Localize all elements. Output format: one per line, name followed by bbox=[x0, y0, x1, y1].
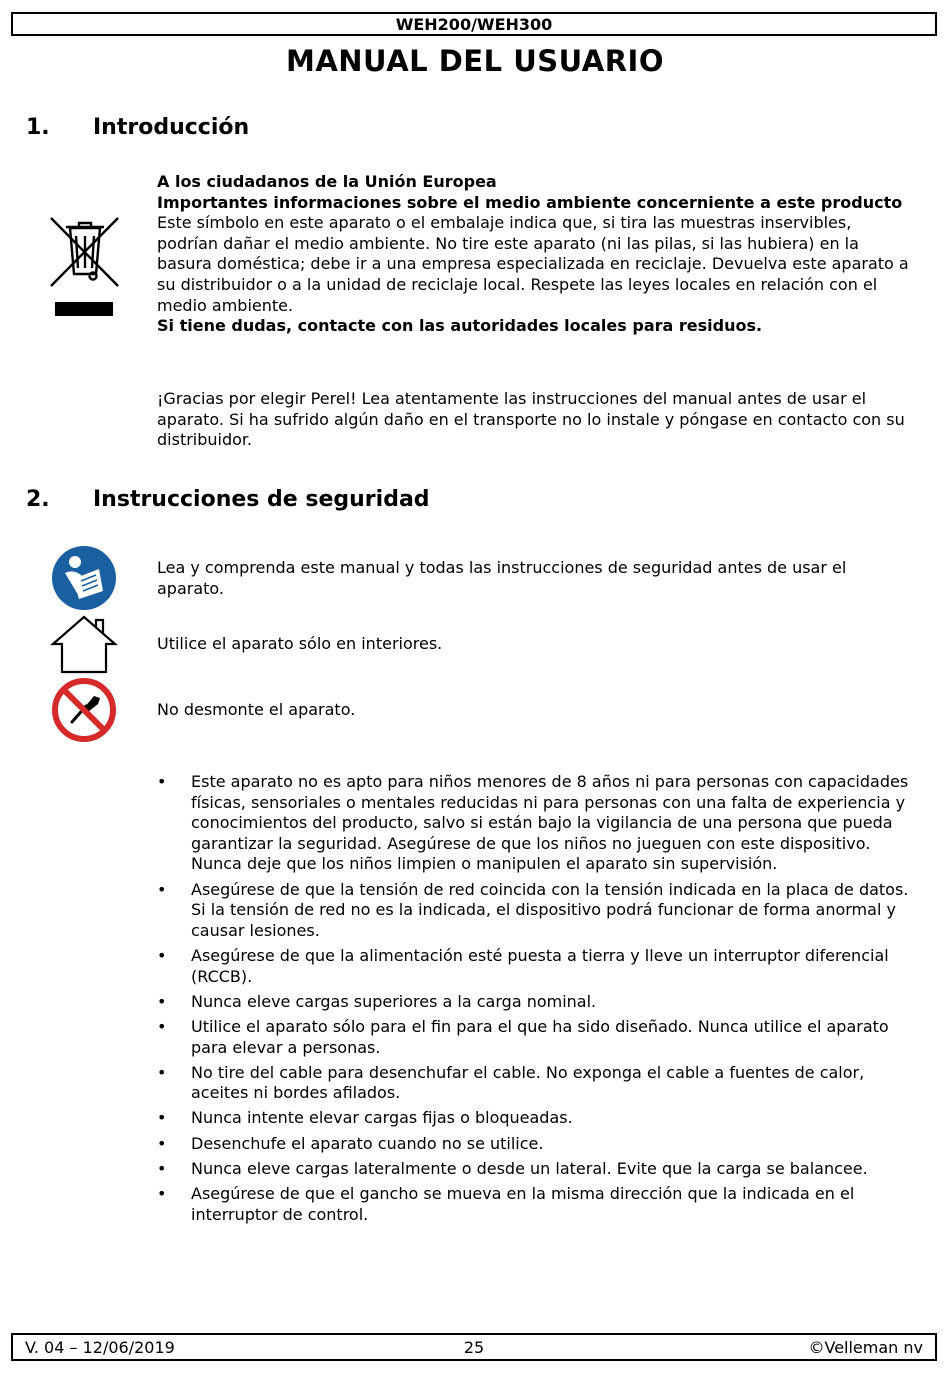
eu-contact: Si tiene dudas, contacte con las autoridades locales para residuos. bbox=[157, 316, 763, 336]
list-item: • Este aparato no es apto para niños menores de 8 años ni para personas con capacidades físicas, sensoriales o mentales reducidas ni para personas con una falta de experiencia y conocimientos del producto, salvo si están bajo la vigilancia de una persona que pueda garantizar la seguridad. Asegúrese de que los niños no jueguen con este dispositivo. Nunca deje que los niños limpien o manipulen el aparato sin supervisión. bbox=[157, 772, 909, 874]
list-item: • Asegúrese de que la alimentación esté puesta a tierra y lleve un interruptor diferencial (RCCB). bbox=[157, 945, 889, 986]
list-item: • Nunca intente elevar cargas fijas o bloqueadas. bbox=[157, 1108, 573, 1128]
weee-crossed-bin-icon bbox=[48, 214, 122, 318]
copyright-label: ©Velleman nv bbox=[808, 1338, 923, 1357]
version-label: V. 04 – 12/06/2019 bbox=[25, 1338, 175, 1357]
section-2-title: Instrucciones de seguridad bbox=[93, 487, 430, 512]
symbol-text-read-manual: Lea y comprenda este manual y todas las instrucciones de seguridad antes de usar el aparato. bbox=[157, 558, 847, 598]
no-disassembly-icon bbox=[50, 676, 118, 744]
page-header bbox=[11, 12, 937, 36]
section-2-number: 2. bbox=[26, 487, 50, 512]
list-item: • Nunca eleve cargas superiores a la carga nominal. bbox=[157, 991, 597, 1011]
section-1-title: Introducción bbox=[93, 115, 250, 140]
safety-bullet-list bbox=[157, 772, 917, 1230]
list-item: • Asegúrese de que el gancho se mueva en la misma dirección que la indicada en el interruptor de control. bbox=[157, 1184, 855, 1224]
list-item: • Asegúrese de que la tensión de red coincida con la tensión indicada en la placa de datos. Si la tensión de red no es la indicada, el dispositivo podrá funcionar de forma anormal y causar lesiones. bbox=[157, 879, 909, 940]
list-item: • Nunca eleve cargas lateralmente o desde un lateral. Evite que la carga se balancee. bbox=[157, 1158, 868, 1178]
symbol-text-no-disassembly: No desmonte el aparato. bbox=[157, 700, 356, 719]
eu-title: A los ciudadanos de la Unión Europea bbox=[157, 172, 497, 191]
thanks-paragraph: ¡Gracias por elegir Perel! Lea atentamente las instrucciones del manual antes de usar el aparato. Si ha sufrido algún daño en el transporte no lo instale y póngase en contacto con su distribuidor. bbox=[157, 389, 905, 450]
list-item: • Utilice el aparato sólo para el fin para el que ha sido diseñado. Nunca utilice el aparato para elevar a personas. bbox=[157, 1016, 889, 1057]
eu-subtitle: Importantes informaciones sobre el medio ambiente concerniente a este producto bbox=[157, 192, 903, 212]
read-manual-icon bbox=[51, 545, 117, 611]
eu-body: Este símbolo en este aparato o el embalaje indica que, si tira las muestras inservibles, podrían dañar el medio ambiente. No tire este aparato (ni las pilas, si las hubiera) en la basura doméstica; debe ir a una empresa especializada en reciclaje. Devuelva este aparato a su distribuidor o a la unidad de reciclaje local. Respete las leyes locales en relación con el medio ambiente. bbox=[157, 213, 909, 315]
symbol-text-indoor: Utilice el aparato sólo en interiores. bbox=[157, 634, 443, 653]
list-item: • No tire del cable para desenchufar el cable. No exponga el cable a fuentes de calor, aceites ni bordes afilados. bbox=[157, 1062, 865, 1103]
page-number: 25 bbox=[463, 1338, 485, 1357]
model-label: WEH200/WEH300 bbox=[395, 15, 553, 34]
section-1-heading bbox=[26, 115, 249, 140]
page-footer bbox=[11, 1333, 937, 1361]
section-2-heading bbox=[26, 487, 430, 512]
eu-notice bbox=[157, 172, 917, 337]
section-1-number: 1. bbox=[26, 115, 50, 140]
page-title: MANUAL DEL USUARIO bbox=[285, 44, 664, 78]
indoor-house-icon bbox=[50, 614, 118, 674]
list-item: • Desenchufe el aparato cuando no se utilice. bbox=[157, 1133, 544, 1153]
